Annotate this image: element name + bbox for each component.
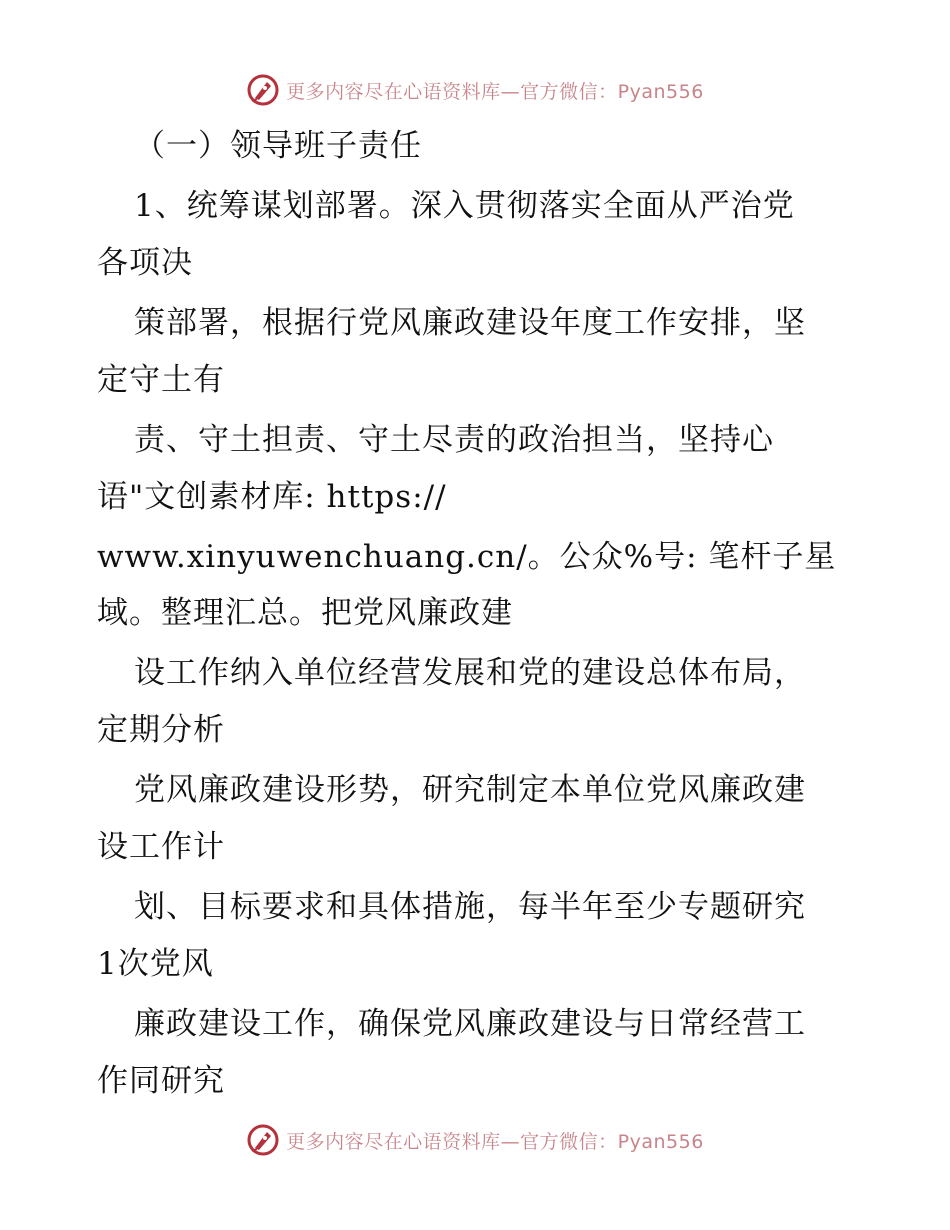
paragraph-line: 策部署，根据行党风廉政建设年度工作安排，坚 — [134, 305, 806, 341]
pen-nib-logo-icon — [246, 1123, 280, 1157]
paragraph-line: 设工作纳入单位经营发展和党的建设总体布局， — [134, 655, 806, 691]
paragraph-line: 定期分析 — [97, 712, 225, 748]
paragraph-line: 划、目标要求和具体措施，每半年至少专题研究 — [134, 889, 806, 925]
pen-nib-logo-icon — [246, 73, 280, 107]
paragraph-line: 1、统筹谋划部署。深入贯彻落实全面从严治党 — [134, 188, 795, 224]
watermark-text: 更多内容尽在心语资料库—官方微信：Pyan556 — [286, 80, 704, 103]
section-heading: （一）领导班子责任 — [134, 128, 422, 164]
paragraph-line: 语"文创素材库: https:// — [97, 479, 447, 515]
paragraph-line: 定守土有 — [97, 362, 225, 398]
paragraph-line: 设工作计 — [97, 829, 225, 865]
paragraph-line: 党风廉政建设形势，研究制定本单位党风廉政建 — [134, 772, 806, 808]
footer-watermark — [0, 1118, 950, 1162]
paragraph-line: 域。整理汇总。把党风廉政建 — [97, 595, 513, 631]
watermark-text: 更多内容尽在心语资料库—官方微信：Pyan556 — [286, 1130, 704, 1153]
paragraph-line: www.xinyuwenchuang.cn/。公众%号: 笔杆子星 — [97, 539, 837, 575]
paragraph-line: 各项决 — [97, 245, 193, 281]
paragraph-line: 廉政建设工作，确保党风廉政建设与日常经营工 — [134, 1006, 806, 1042]
paragraph-line: 作同研究 — [97, 1063, 225, 1099]
header-watermark — [0, 68, 950, 112]
paragraph-line: 责、守土担责、守土尽责的政治担当，坚持心 — [134, 422, 774, 458]
paragraph-line: 1次党风 — [97, 946, 214, 982]
